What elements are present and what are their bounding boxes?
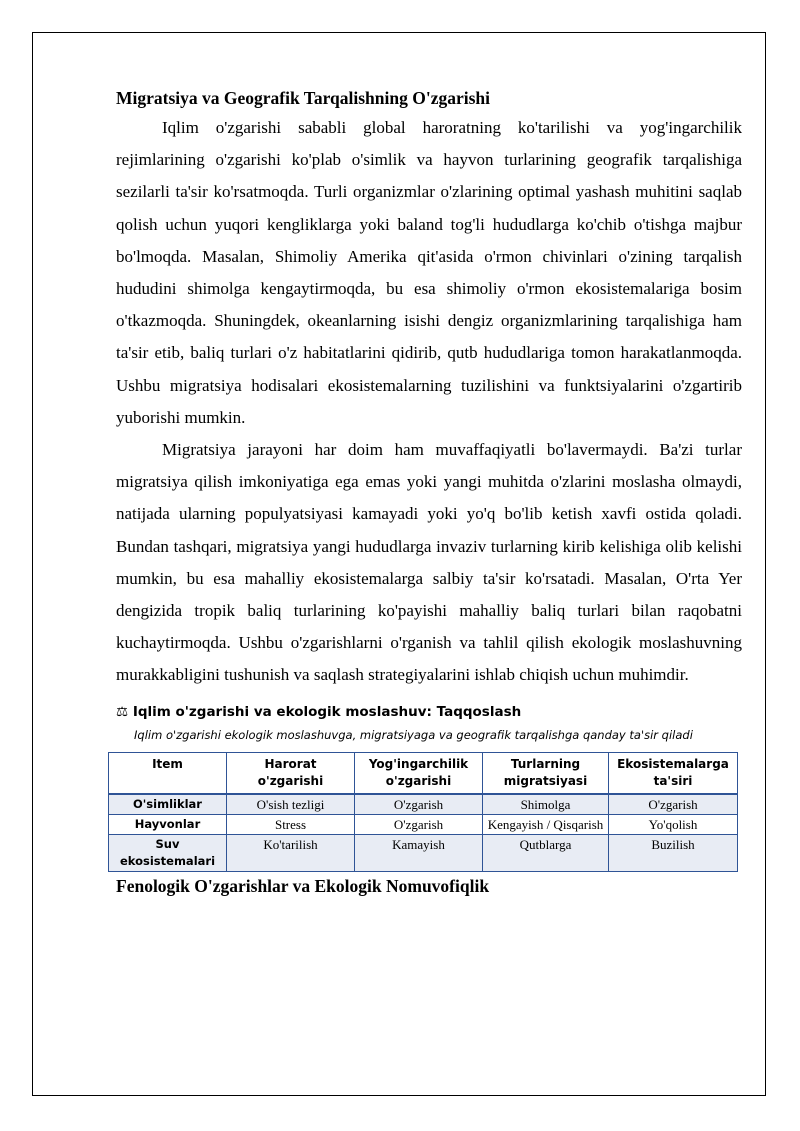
row-header: Suv ekosistemalari [109,834,227,871]
document-content [116,84,742,900]
row-header: Hayvonlar [109,814,227,834]
section-heading-phenology: Fenologik O'zgarishlar va Ekologik Nomuvofiqlik [116,875,490,896]
table-cell: Yo'qolish [609,814,738,834]
table-cell: Stress [227,814,355,834]
column-header: Harorat o'zgarishi [227,752,355,794]
table-cell: Kamayish [355,834,483,871]
table-cell: Ko'tarilish [227,834,355,871]
table-row [109,814,738,834]
table-cell: Buzilish [609,834,738,871]
table-row [109,834,738,871]
comparison-table [108,752,738,872]
scales-icon: ⚖ [116,703,129,720]
column-header: Yog'ingarchilik o'zgarishi [355,752,483,794]
column-header: Item [109,752,227,794]
paragraph-1: Iqlim o'zgarishi sababli global haroratning ko'tarilishi va yog'ingarchilik rejimlarining o'zgarishi ko'plab o'simlik va hayvon turlarining geografik tarqalishiga sezilarli ta'sir ko'rsatmoqda. Turli organizmlar o'zlarining optimal yashash muhitini saqlab qolish uchun yuqori kengliklarga yoki baland tog'li hududlarga ko'chib o'tishga majbur bo'lmoqda. Masalan, Shimoliy Amerika qit'asida o'rmon chivinlari o'zining tarqalish hududini shimolga kengaytirmoqda, bu esa shimoliy o'rmon ekosistemalariga bosim o'tkazmoqda. Shuningdek, okeanlarning isishi dengiz organizmlarining tarqalishiga ham ta'sir etib, baliq turlari o'z habitatlarini qidirib, qutb hududlariga tomon harakatlanmoqda. Ushbu migratsiya hodisalari ekosistemalarning tuzilishini va funktsiyalarini o'zgartirib yuborishi mumkin. [116,118,742,427]
table-title-text: Iqlim o'zgarishi va ekologik moslashuv: Taqqoslash [132,703,522,720]
paragraph-2: Migratsiya jarayoni har doim ham muvaffaqiyatli bo'lavermaydi. Ba'zi turlar migratsiya qilish imkoniyatiga ega emas yoki yangi muhitda o'zlarini moslasha olmaydi, natijada ularning populyatsiyasi kamayadi yoki yo'q bo'lib ketish xavfi ostida qoladi. Bundan tashqari, migratsiya yangi hududlarga invaziv turlarning kirib kelishiga olib kelishi mumkin, bu esa mahalliy ekosistemalarga salbiy ta'sir ko'rsatadi. Masalan, O'rta Yer dengizida tropik baliq turlarining ko'payishi mahalliy baliq turlari bilan raqobatni kuchaytirmoqda. Ushbu o'zgarishlarni o'rganish va tahlil qilish ekologik moslashuvning murakkabligini tushunish va saqlash strategiyalarini ishlab chiqish uchun muhimdir. [116,440,742,685]
table-caption: Iqlim o'zgarishi ekologik moslashuvga, migratsiyaga va geografik tarqalishga qanday ta'sir qiladi [134,727,693,742]
table-cell: Shimolga [483,794,609,815]
table-cell: O'zgarish [609,794,738,815]
table-cell: Kengayish / Qisqarish [483,814,609,834]
table-title [116,702,742,722]
table-row [109,794,738,815]
row-header: O'simliklar [109,794,227,815]
table-cell: O'zgarish [355,814,483,834]
table-cell: O'sish tezligi [227,794,355,815]
column-header: Turlarning migratsiyasi [483,752,609,794]
table-cell: Qutblarga [483,834,609,871]
table-cell: O'zgarish [355,794,483,815]
table-header-row [109,752,738,794]
column-header: Ekosistemalarga ta'siri [609,752,738,794]
section-heading-migration: Migratsiya va Geografik Tarqalishning O'zgarishi [116,88,491,108]
